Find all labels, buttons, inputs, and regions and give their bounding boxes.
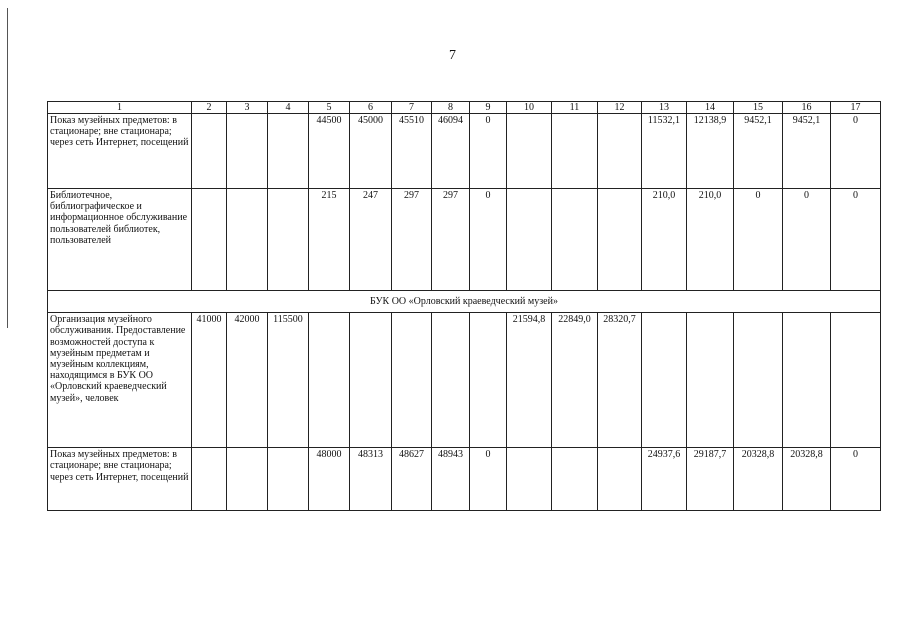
column-number: 8: [432, 102, 470, 114]
table-cell: [192, 114, 227, 189]
table-cell: 210,0: [687, 189, 734, 291]
row-description: Показ музейных предметов: в стационаре; вне стационара; через сеть Интернет, посещений: [48, 448, 192, 511]
column-number-row: [48, 102, 881, 114]
table-cell: [552, 114, 598, 189]
column-number: 15: [734, 102, 783, 114]
column-number: 17: [831, 102, 881, 114]
table-cell: [598, 114, 642, 189]
table-cell: [350, 313, 392, 448]
table-cell: 0: [831, 189, 881, 291]
table-cell: [309, 313, 350, 448]
column-number: 14: [687, 102, 734, 114]
table-cell: [552, 448, 598, 511]
column-number: 13: [642, 102, 687, 114]
data-table: [47, 101, 881, 511]
table-cell: [227, 114, 268, 189]
table-cell: [192, 448, 227, 511]
table-cell: 45510: [392, 114, 432, 189]
column-number: 6: [350, 102, 392, 114]
table-cell: 0: [831, 448, 881, 511]
table-cell: 28320,7: [598, 313, 642, 448]
table-cell: 44500: [309, 114, 350, 189]
table-cell: 0: [470, 448, 507, 511]
column-number: 3: [227, 102, 268, 114]
table-cell: 12138,9: [687, 114, 734, 189]
column-number: 16: [783, 102, 831, 114]
table-cell: 24937,6: [642, 448, 687, 511]
table-cell: [687, 313, 734, 448]
column-number: 2: [192, 102, 227, 114]
section-title: БУК ОО «Орловский краеведческий музей»: [48, 291, 881, 313]
table-cell: 0: [734, 189, 783, 291]
table-row: [48, 114, 881, 189]
table-cell: [642, 313, 687, 448]
table-cell: 45000: [350, 114, 392, 189]
column-number: 5: [309, 102, 350, 114]
table-cell: 297: [432, 189, 470, 291]
table-cell: [507, 448, 552, 511]
table-cell: 48943: [432, 448, 470, 511]
table-cell: [392, 313, 432, 448]
page-number: 7: [449, 48, 456, 63]
table-cell: 29187,7: [687, 448, 734, 511]
table-cell: [507, 189, 552, 291]
table-cell: 215: [309, 189, 350, 291]
table-cell: [192, 189, 227, 291]
table-row: [48, 313, 881, 448]
table-cell: [783, 313, 831, 448]
column-number: 1: [48, 102, 192, 114]
table-cell: 48627: [392, 448, 432, 511]
table-cell: 46094: [432, 114, 470, 189]
column-number: 12: [598, 102, 642, 114]
column-number: 11: [552, 102, 598, 114]
table-row: [48, 448, 881, 511]
section-row: [48, 291, 881, 313]
table-cell: 0: [470, 114, 507, 189]
table-cell: 48000: [309, 448, 350, 511]
table-row: [48, 189, 881, 291]
table-cell: [552, 189, 598, 291]
column-number: 4: [268, 102, 309, 114]
row-description: Показ музейных предметов: в стационаре; вне стационара; через сеть Интернет, посещений: [48, 114, 192, 189]
table-cell: 247: [350, 189, 392, 291]
column-number: 10: [507, 102, 552, 114]
table-cell: [598, 189, 642, 291]
table-cell: 22849,0: [552, 313, 598, 448]
table-cell: [268, 114, 309, 189]
row-description: Организация музейного обслуживания. Предоставление возможностей доступа к музейным предметам и музейным коллекциям, находящимся в БУК ОО «Орловский краеведческий музей», человек: [48, 313, 192, 448]
column-number: 7: [392, 102, 432, 114]
table-cell: [734, 313, 783, 448]
table-cell: 210,0: [642, 189, 687, 291]
table-cell: 20328,8: [734, 448, 783, 511]
row-description: Библиотечное, библиографическое и информационное обслуживание пользователей библиотек, пользователей: [48, 189, 192, 291]
table-cell: [507, 114, 552, 189]
table-cell: [831, 313, 881, 448]
table-cell: 9452,1: [734, 114, 783, 189]
table-cell: 0: [831, 114, 881, 189]
table-cell: 0: [470, 189, 507, 291]
table-cell: 115500: [268, 313, 309, 448]
table-cell: 9452,1: [783, 114, 831, 189]
table-cell: [470, 313, 507, 448]
table-cell: 21594,8: [507, 313, 552, 448]
table-cell: [227, 189, 268, 291]
table-cell: [268, 448, 309, 511]
table-cell: 11532,1: [642, 114, 687, 189]
table-cell: [598, 448, 642, 511]
table-cell: 48313: [350, 448, 392, 511]
table-cell: 41000: [192, 313, 227, 448]
table-cell: 297: [392, 189, 432, 291]
table-cell: [227, 448, 268, 511]
table-cell: [268, 189, 309, 291]
table-cell: 42000: [227, 313, 268, 448]
table-cell: 0: [783, 189, 831, 291]
table-cell: [432, 313, 470, 448]
table-cell: 20328,8: [783, 448, 831, 511]
column-number: 9: [470, 102, 507, 114]
